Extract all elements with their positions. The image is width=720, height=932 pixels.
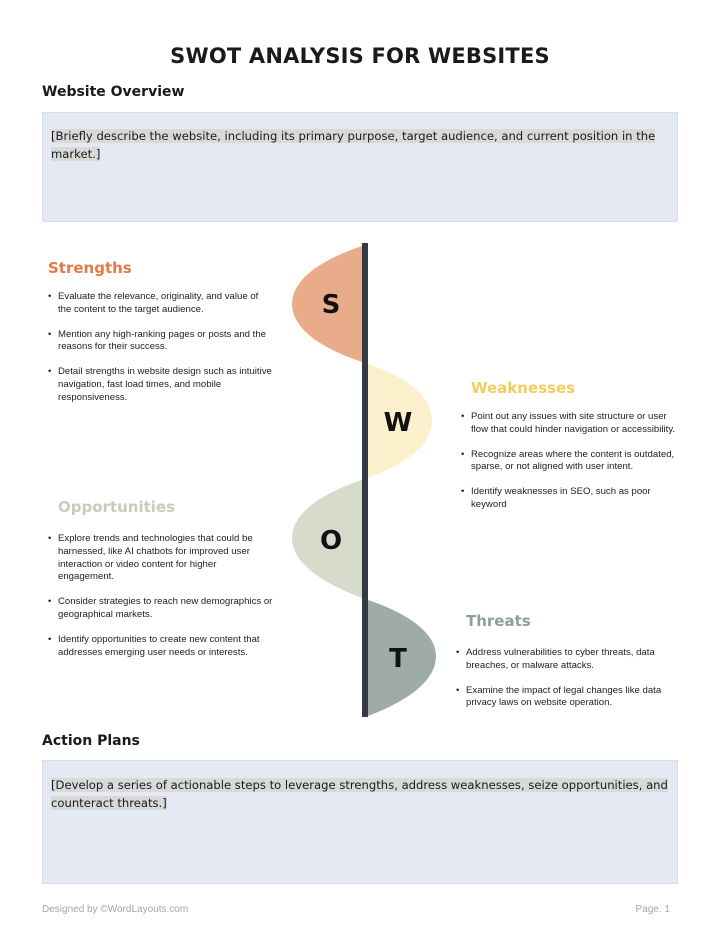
weaknesses-list	[461, 411, 676, 524]
threats-letter: T	[389, 644, 407, 674]
weaknesses-letter: W	[383, 408, 413, 438]
threats-title: Threats	[466, 612, 531, 630]
weaknesses-title: Weaknesses	[471, 379, 576, 397]
list-item: • Recognize areas where the content is outdated, sparse, or not aligned with user intent.	[461, 449, 676, 475]
opportunities-letter: O	[319, 526, 343, 556]
list-item: • Consider strategies to reach new demographics or geographical markets.	[48, 596, 274, 622]
strengths-letter: S	[321, 290, 341, 320]
page-title: SWOT ANALYSIS FOR WEBSITES	[170, 44, 550, 68]
list-item: • Mention any high-ranking pages or posts and the reasons for their success.	[48, 329, 274, 355]
list-item: • Examine the impact of legal changes like data privacy laws on website operation.	[456, 685, 678, 711]
spine-bar	[362, 243, 368, 717]
strengths-title: Strengths	[48, 259, 132, 277]
list-item: • Point out any issues with site structure or user flow that could hinder navigation or accessibility.	[461, 411, 676, 437]
list-item: • Explore trends and technologies that could be harnessed, like AI chatbots for improved user interaction or video content for higher engagement.	[48, 533, 274, 584]
overview-heading: Website Overview	[42, 84, 185, 100]
strengths-list	[48, 291, 274, 417]
opportunities-list	[48, 533, 274, 671]
list-item: • Address vulnerabilities to cyber threats, data breaches, or malware attacks.	[456, 647, 678, 673]
threats-list	[456, 647, 678, 722]
footer-credit: Designed by ©WordLayouts.com	[42, 904, 189, 915]
list-item: • Detail strengths in website design such as intuitive navigation, fast load times, and mobile responsiveness.	[48, 366, 274, 404]
action-plans-heading: Action Plans	[42, 733, 140, 749]
action-plans-text: [Develop a series of actionable steps to leverage strengths, address weaknesses, seize opportunities, and counteract threats.]	[51, 778, 668, 810]
overview-text: [Briefly describe the website, including its primary purpose, target audience, and current position in the market.]	[51, 129, 656, 161]
page-number: Page. 1	[635, 904, 670, 915]
opportunities-title: Opportunities	[58, 498, 176, 516]
action-plans-box[interactable]	[42, 760, 678, 884]
list-item: • Identify opportunities to create new content that addresses emerging user needs or interests.	[48, 634, 274, 660]
list-item: • Evaluate the relevance, originality, and value of the content to the target audience.	[48, 291, 274, 317]
list-item: • Identify weaknesses in SEO, such as poor keyword	[461, 486, 676, 512]
